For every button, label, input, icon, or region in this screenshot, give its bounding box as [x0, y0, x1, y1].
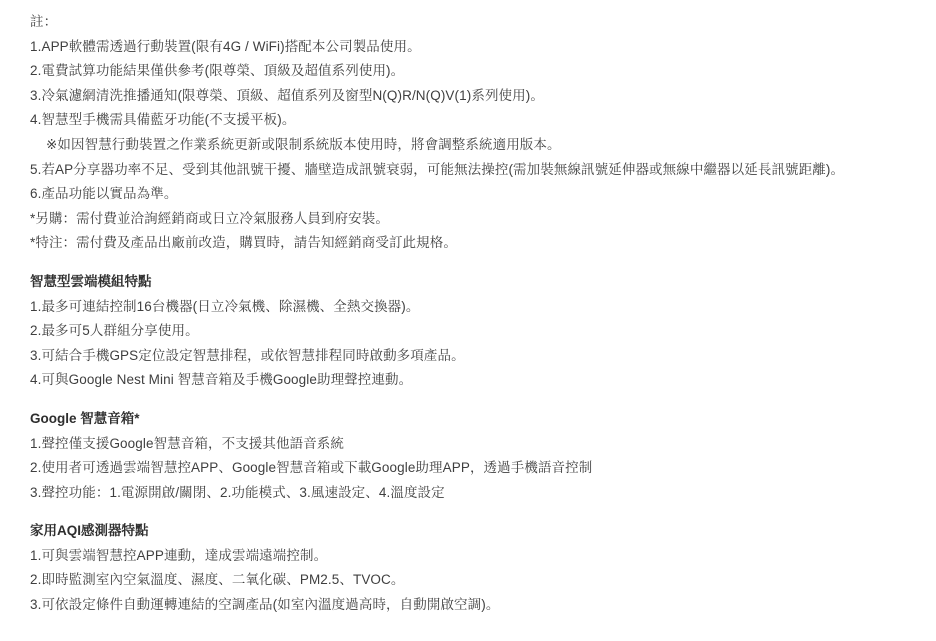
note-item: 3.冷氣濾網清洗推播通知(限尊榮、頂級、超值系列及窗型N(Q)R/N(Q)V(1)系列使用)。	[30, 87, 544, 103]
section-title-google-speaker: Google 智慧音箱*	[30, 410, 140, 426]
spacer	[30, 256, 920, 270]
asterisk-note: *特注：需付費及產品出廠前改造，購買時，請告知經銷商受訂此規格。	[30, 235, 457, 251]
note-sub-item: ※如因智慧行動裝置之作業系統更新或限制系統版本使用時，將會調整系統適用版本。	[46, 136, 561, 152]
spacer	[30, 505, 920, 519]
note-item: 2.電費試算功能結果僅供參考(限尊榮、頂級及超值系列使用)。	[30, 63, 405, 79]
note-item: 4.智慧型手機需具備藍牙功能(不支援平板)。	[30, 112, 296, 128]
asterisk-note: *另購：需付費並洽詢經銷商或日立冷氣服務人員到府安裝。	[30, 210, 389, 226]
section-item: 4.可與Google Nest Mini 智慧音箱及手機Google助理聲控連動。	[30, 372, 413, 388]
section-title-cloud-module: 智慧型雲端模組特點	[30, 273, 152, 289]
section-item: 3.聲控功能：1.電源開啟/關閉、2.功能模式、3.風速設定、4.溫度設定	[30, 484, 445, 500]
note-item: 5.若AP分享器功率不足、受到其他訊號干擾、牆壁造成訊號衰弱，可能無法操控(需加裝無線訊號延伸器或無線中繼器以延長訊號距離)。	[30, 161, 845, 177]
section-item: 1.最多可連結控制16台機器(日立冷氣機、除濕機、全熱交換器)。	[30, 298, 420, 314]
section-title-aqi-sensor: 家用AQI感測器特點	[30, 523, 149, 539]
section-item: 1.可與雲端智慧控APP連動，達成雲端遠端控制。	[30, 547, 328, 563]
section-item: 2.最多可5人群組分享使用。	[30, 323, 199, 339]
note-item: 1.APP軟體需透過行動裝置(限有4G / WiFi)搭配本公司製品使用。	[30, 38, 421, 54]
section-item: 2.即時監測室內空氣溫度、濕度、二氧化碳、PM2.5、TVOC。	[30, 572, 405, 588]
section-item: 3.可依設定條件自動運轉連結的空調產品(如室內溫度過高時，自動開啟空調)。	[30, 597, 500, 613]
note-item: 6.產品功能以實品為準。	[30, 186, 178, 202]
spacer	[30, 393, 920, 407]
section-item: 1.聲控僅支援Google智慧音箱，不支援其他語音系統	[30, 435, 344, 451]
section-item: 3.可結合手機GPS定位設定智慧排程，或依智慧排程同時啟動多項產品。	[30, 347, 465, 363]
section-item: 2.使用者可透過雲端智慧控APP、Google智慧音箱或下載Google助理APP，透過手機語音控制	[30, 460, 593, 476]
notes-heading: 註：	[30, 14, 58, 29]
